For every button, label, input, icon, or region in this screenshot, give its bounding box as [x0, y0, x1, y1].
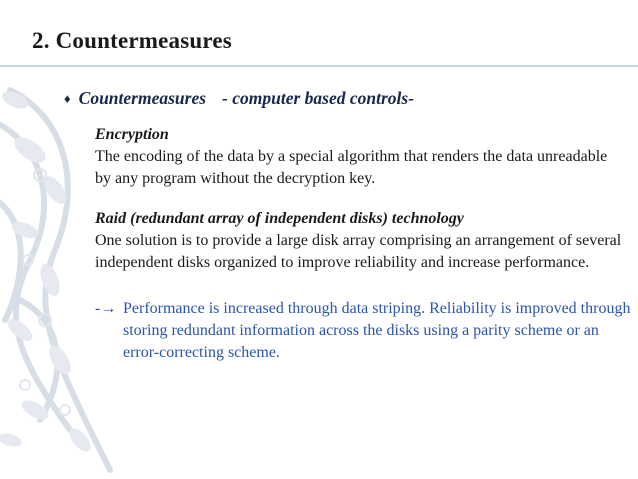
bullet-heading [64, 88, 414, 109]
encryption-heading: Encryption [95, 126, 169, 143]
bullet-suffix: - computer based controls- [222, 88, 415, 108]
arrow-icon: -→ [95, 300, 117, 317]
encryption-section [95, 124, 625, 190]
performance-note [95, 298, 633, 364]
diamond-bullet-icon: ♦ [64, 91, 71, 106]
slide-title: 2. Countermeasures [32, 28, 232, 53]
encryption-body: The encoding of the data by a special algorithm that renders the data unreadable by any program without the decryption key. [95, 148, 608, 187]
raid-heading: Raid (redundant array of independent disks) technology [95, 210, 464, 227]
raid-section [95, 208, 625, 274]
bullet-label: Countermeasures [78, 88, 207, 108]
performance-note-text: Performance is increased through data striping. Reliability is improved through storing redundant information across the disks using a parity scheme or an error-correcting scheme. [123, 300, 631, 361]
raid-body: One solution is to provide a large disk array comprising an arrangement of several independent disks organized to improve reliability and increase performance. [95, 232, 622, 271]
